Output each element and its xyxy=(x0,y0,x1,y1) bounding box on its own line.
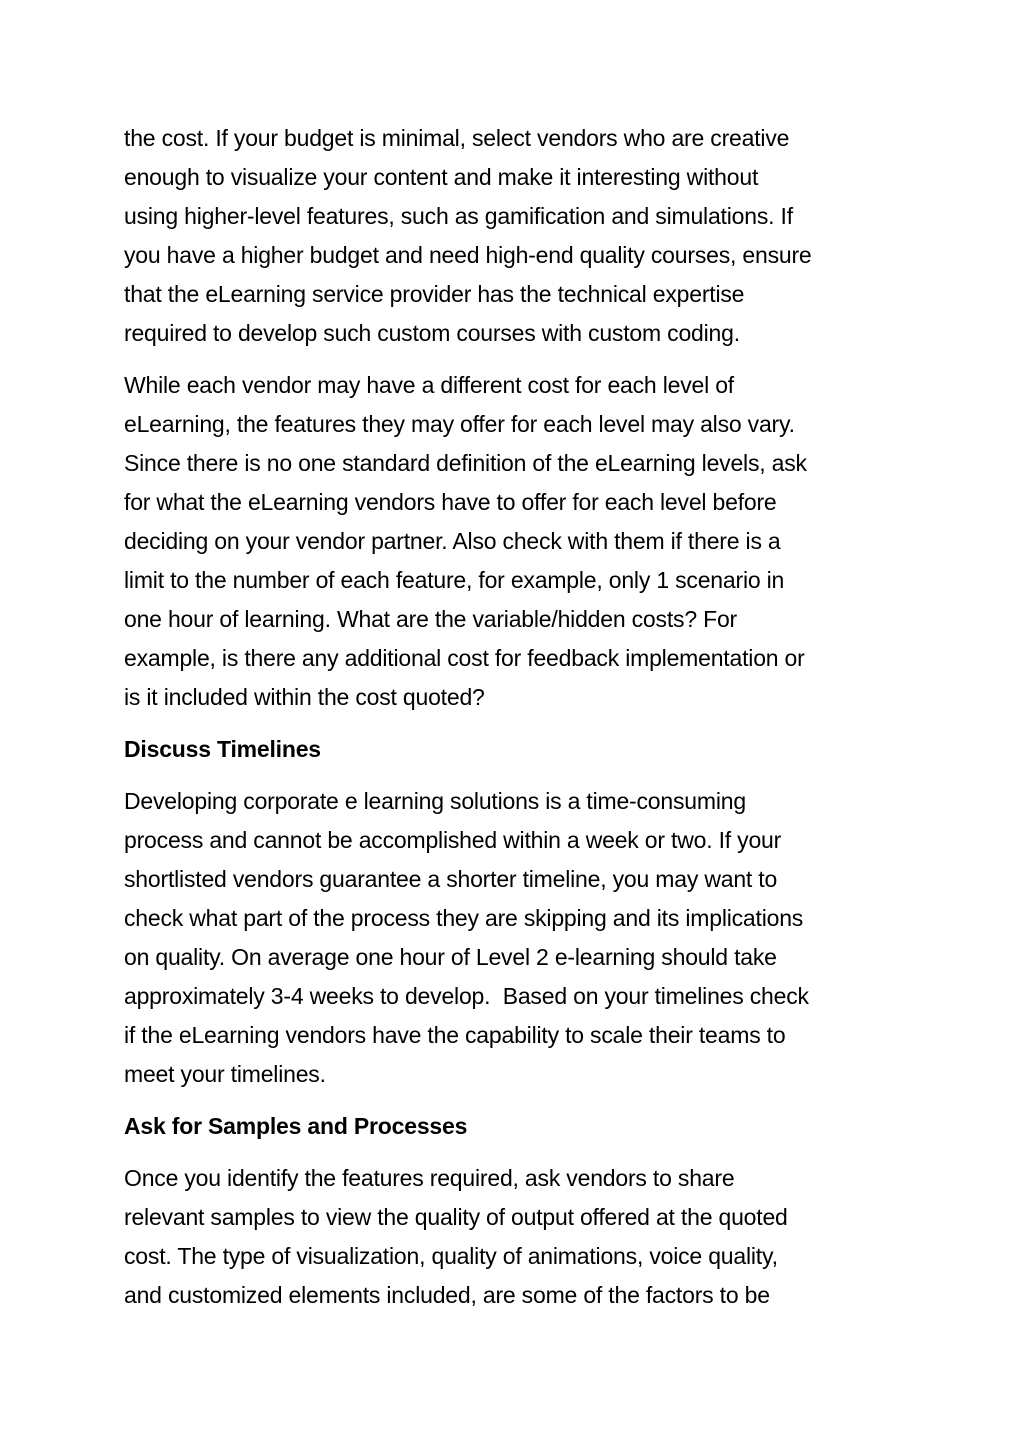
paragraph-vendor-cost xyxy=(124,366,914,717)
text-line: the cost. If your budget is minimal, select vendors who are creative xyxy=(124,125,790,151)
text-line: enough to visualize your content and make it interesting without xyxy=(124,164,759,190)
text-line: on quality. On average one hour of Level 2 e-learning should take xyxy=(124,944,777,970)
text-line: deciding on your vendor partner. Also check with them if there is a xyxy=(124,528,781,554)
text-line: one hour of learning. What are the variable/hidden costs? For xyxy=(124,606,738,632)
text-line: if the eLearning vendors have the capability to scale their teams to xyxy=(124,1022,786,1048)
paragraph-budget xyxy=(124,119,914,353)
text-line: Since there is no one standard definition of the eLearning levels, ask xyxy=(124,450,807,476)
text-line: limit to the number of each feature, for example, only 1 scenario in xyxy=(124,567,785,593)
text-line: cost. The type of visualization, quality of animations, voice quality, xyxy=(124,1243,778,1269)
text-line: meet your timelines. xyxy=(124,1061,326,1087)
paragraph-samples xyxy=(124,1159,914,1315)
document-page xyxy=(124,119,914,1328)
section-heading-samples: Ask for Samples and Processes xyxy=(124,1113,468,1139)
text-line: and customized elements included, are some of the factors to be xyxy=(124,1282,770,1308)
text-line: required to develop such custom courses with custom coding. xyxy=(124,320,740,346)
text-line: check what part of the process they are skipping and its implications xyxy=(124,905,804,931)
text-line: While each vendor may have a different cost for each level of xyxy=(124,372,734,398)
text-line: process and cannot be accomplished within a week or two. If your xyxy=(124,827,782,853)
text-line: approximately 3-4 weeks to develop. Based on your timelines check xyxy=(124,983,809,1009)
text-line: you have a higher budget and need high-end quality courses, ensure xyxy=(124,242,812,268)
text-line: Developing corporate e learning solutions is a time-consuming xyxy=(124,788,746,814)
text-line: relevant samples to view the quality of output offered at the quoted xyxy=(124,1204,788,1230)
text-line: shortlisted vendors guarantee a shorter timeline, you may want to xyxy=(124,866,778,892)
text-line: for what the eLearning vendors have to offer for each level before xyxy=(124,489,777,515)
section-heading-timelines: Discuss Timelines xyxy=(124,736,321,762)
text-line: is it included within the cost quoted? xyxy=(124,684,485,710)
text-line: example, is there any additional cost for feedback implementation or xyxy=(124,645,805,671)
paragraph-timelines xyxy=(124,782,914,1094)
text-line: that the eLearning service provider has the technical expertise xyxy=(124,281,745,307)
text-line: Once you identify the features required, ask vendors to share xyxy=(124,1165,735,1191)
text-line: using higher-level features, such as gamification and simulations. If xyxy=(124,203,793,229)
text-line: eLearning, the features they may offer for each level may also vary. xyxy=(124,411,795,437)
